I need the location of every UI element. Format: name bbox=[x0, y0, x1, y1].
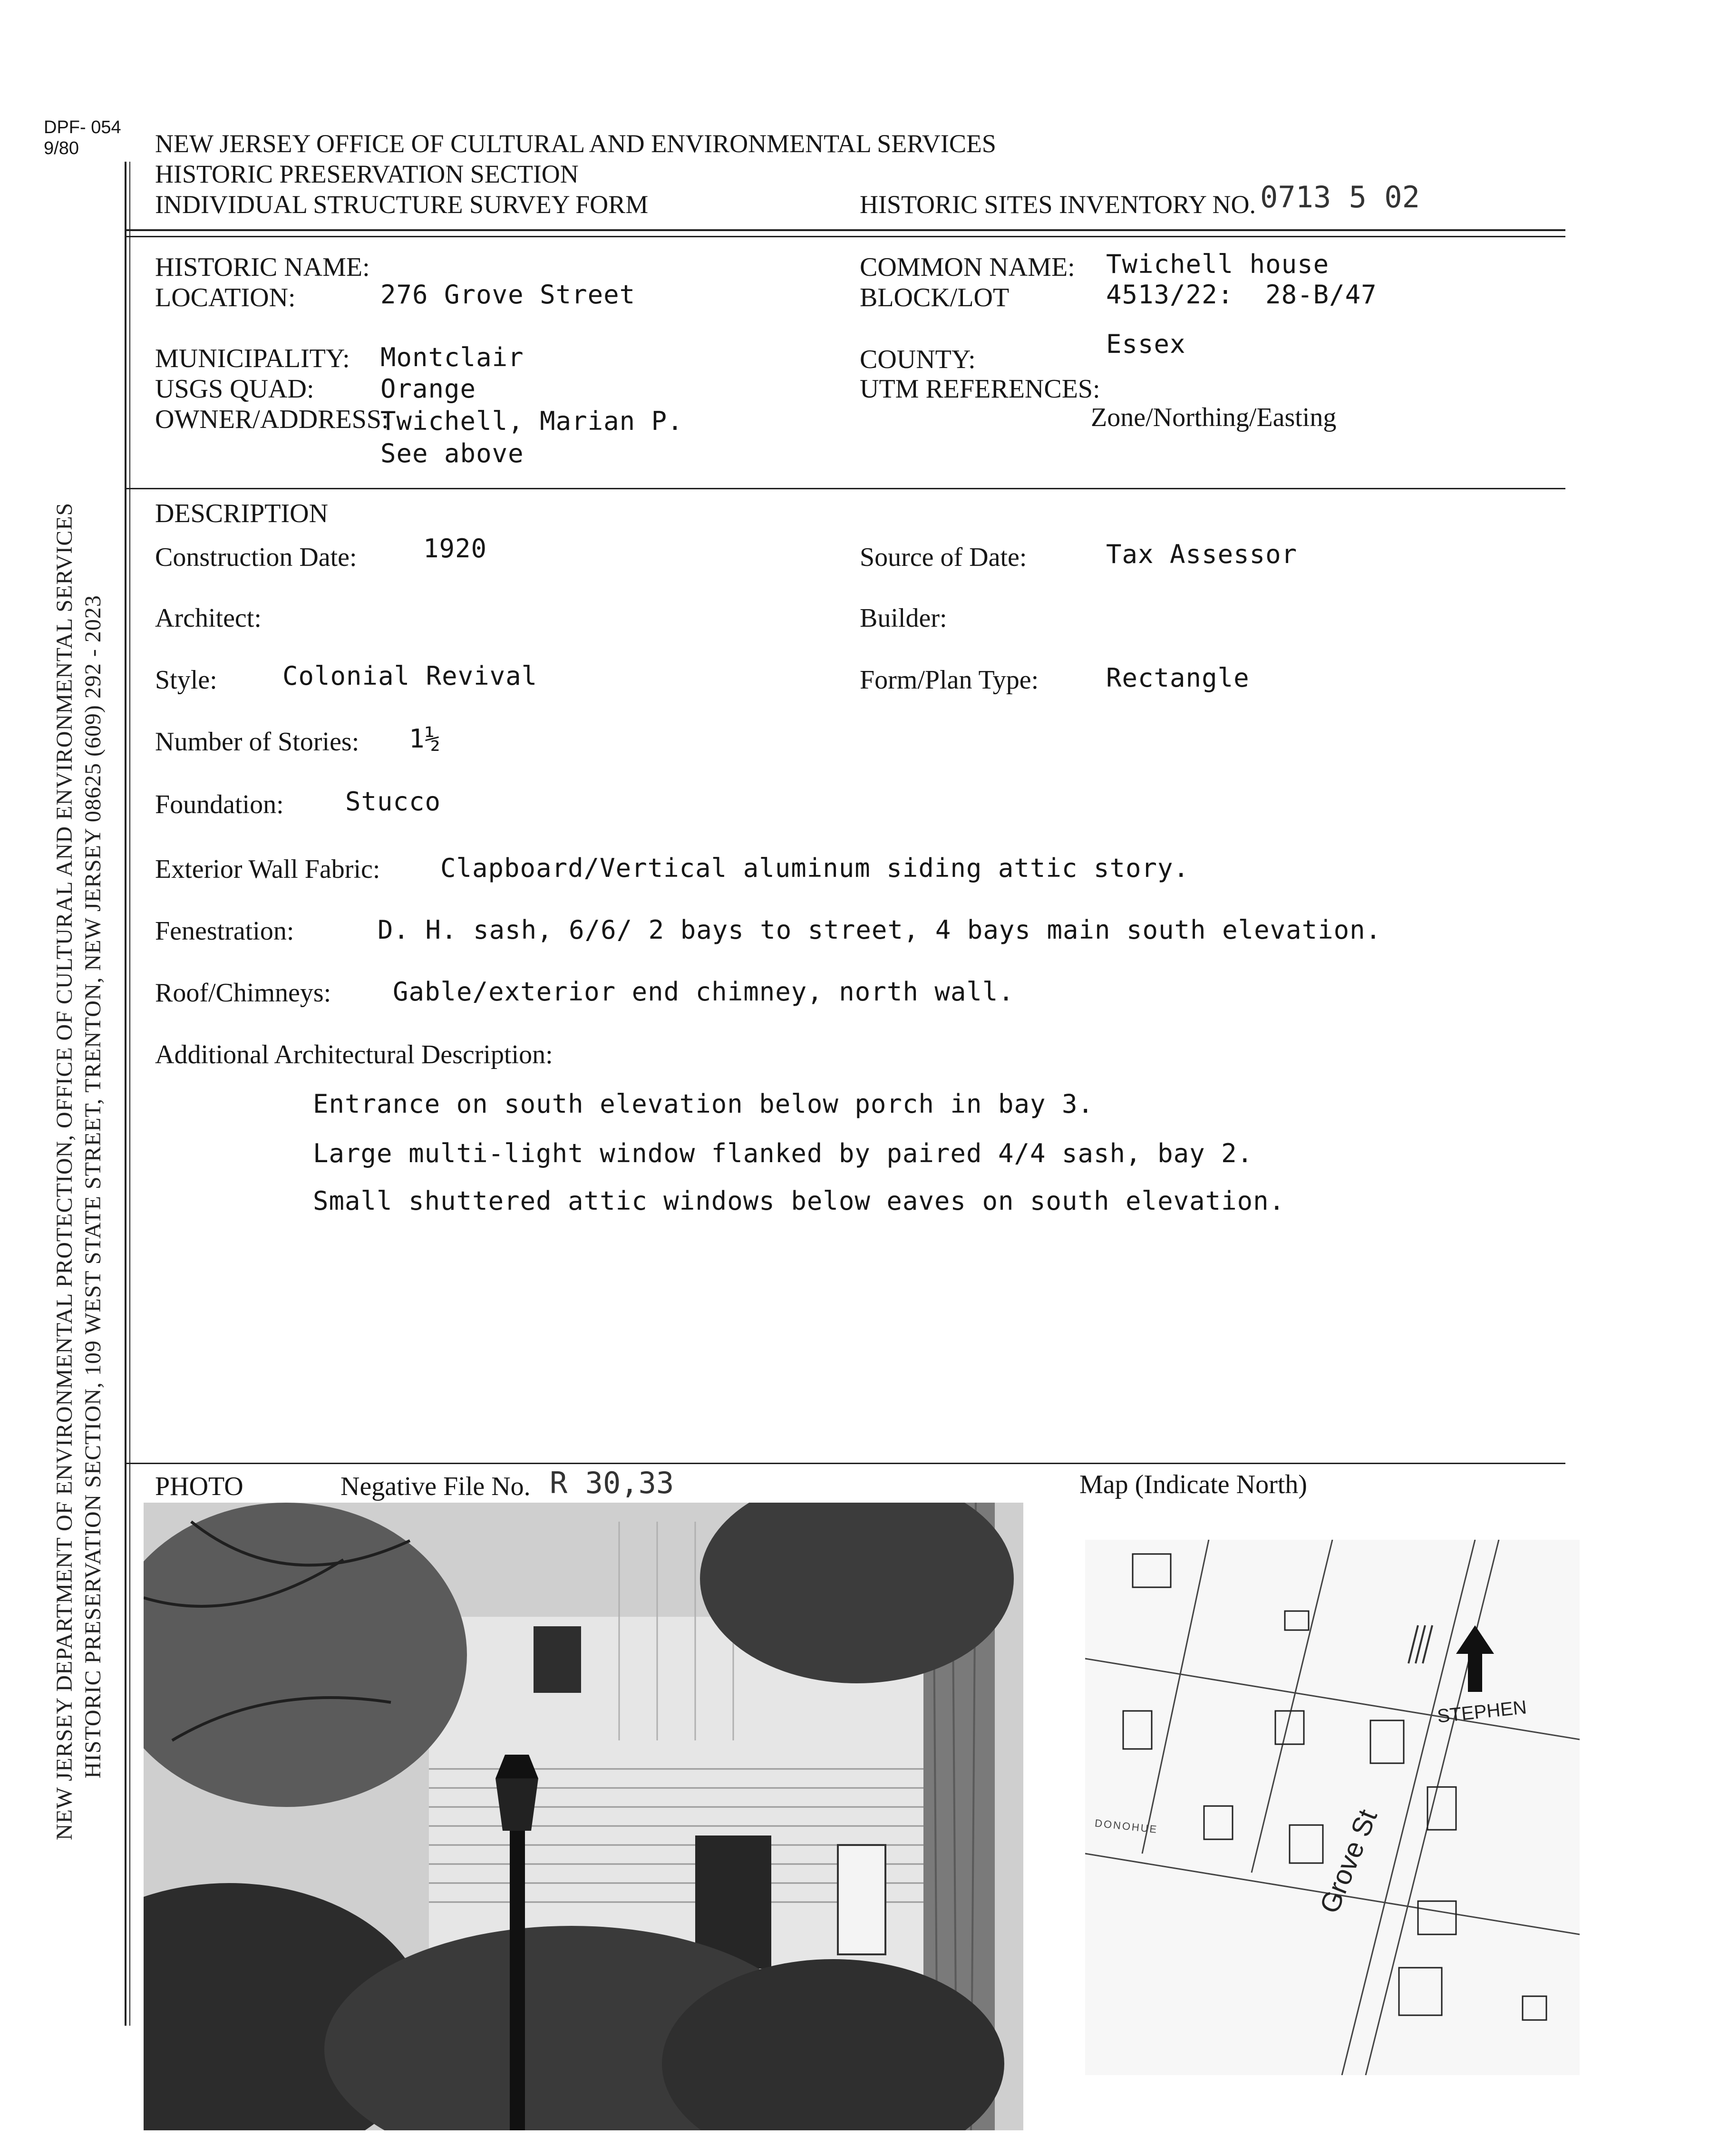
usgs-quad-label: USGS QUAD: bbox=[155, 374, 314, 404]
roof-chimneys-label: Roof/Chimneys: bbox=[155, 978, 331, 1008]
map-street-grove: Grove St bbox=[1313, 1805, 1383, 1918]
utm-subheading: Zone/Northing/Easting bbox=[1091, 403, 1337, 432]
fenestration-value: D. H. sash, 6/6/ 2 bays to street, 4 bays main south elevation. bbox=[378, 915, 1382, 945]
owner-address-value-2: See above bbox=[380, 438, 524, 468]
map-label: Map (Indicate North) bbox=[1079, 1470, 1307, 1499]
description-rule bbox=[125, 488, 1565, 489]
fenestration-label: Fenestration: bbox=[155, 916, 294, 946]
header-section: HISTORIC PRESERVATION SECTION bbox=[155, 160, 579, 188]
site-map bbox=[1085, 1540, 1580, 2075]
left-margin-rule bbox=[125, 162, 126, 2026]
exterior-wall-value: Clapboard/Vertical aluminum siding attic story. bbox=[440, 853, 1190, 883]
description-heading: DESCRIPTION bbox=[155, 499, 329, 528]
foundation-label: Foundation: bbox=[155, 790, 284, 819]
owner-address-label: OWNER/ADDRESS: bbox=[155, 405, 389, 434]
site-map-drawing bbox=[1085, 1540, 1580, 2075]
header-rule-bottom bbox=[125, 236, 1565, 237]
municipality-value: Montclair bbox=[380, 342, 524, 372]
form-plan-type-label: Form/Plan Type: bbox=[860, 665, 1039, 695]
side-text-department: NEW JERSEY DEPARTMENT OF ENVIRONMENTAL PROTECTION, OFFICE OF CULTURAL AND ENVIRONMENTAL SERVICES bbox=[52, 502, 77, 1840]
header-form-title: INDIVIDUAL STRUCTURE SURVEY FORM bbox=[155, 190, 649, 219]
common-name-value: Twichell house bbox=[1106, 249, 1330, 279]
header-office: NEW JERSEY OFFICE OF CULTURAL AND ENVIRONMENTAL SERVICES bbox=[155, 129, 996, 158]
house-photo bbox=[144, 1503, 1023, 2130]
location-value: 276 Grove Street bbox=[380, 280, 636, 310]
additional-line-3: Small shuttered attic windows below eaves on south elevation. bbox=[313, 1186, 1285, 1216]
builder-label: Builder: bbox=[860, 603, 947, 633]
block-lot-value: 4513/22: 28-B/47 bbox=[1106, 280, 1377, 310]
style-value: Colonial Revival bbox=[282, 661, 538, 691]
construction-date-value: 1920 bbox=[423, 534, 487, 563]
utm-references-label: UTM REFERENCES: bbox=[860, 374, 1100, 404]
county-value: Essex bbox=[1106, 329, 1186, 359]
construction-date-label: Construction Date: bbox=[155, 543, 357, 572]
owner-address-value: Twichell, Marian P. bbox=[380, 406, 683, 436]
photo-label: PHOTO bbox=[155, 1472, 243, 1501]
roof-chimneys-value: Gable/exterior end chimney, north wall. bbox=[393, 977, 1014, 1007]
photo-rule bbox=[125, 1463, 1565, 1464]
inventory-label: HISTORIC SITES INVENTORY NO. bbox=[860, 190, 1256, 219]
style-label: Style: bbox=[155, 665, 217, 695]
architect-label: Architect: bbox=[155, 603, 262, 633]
house-photo-image bbox=[144, 1503, 1023, 2130]
inventory-value: 0713 5 02 bbox=[1260, 180, 1420, 214]
additional-description-label: Additional Architectural Description: bbox=[155, 1040, 553, 1069]
usgs-quad-value: Orange bbox=[380, 374, 476, 404]
map-street-stephen: STEPHEN bbox=[1436, 1697, 1528, 1727]
location-label: LOCATION: bbox=[155, 283, 296, 312]
foundation-value: Stucco bbox=[345, 787, 441, 816]
negative-file-label: Negative File No. bbox=[340, 1472, 531, 1501]
additional-line-2: Large multi-light window flanked by paired 4/4 sash, bay 2. bbox=[313, 1138, 1253, 1168]
municipality-label: MUNICIPALITY: bbox=[155, 344, 350, 373]
county-label: COUNTY: bbox=[860, 345, 976, 374]
form-code: DPF- 054 9/80 bbox=[44, 117, 121, 158]
side-text-address: HISTORIC PRESERVATION SECTION, 109 WEST STATE STREET, TRENTON, NEW JERSEY 08625 (609) 292 - 2023 bbox=[80, 595, 106, 1778]
additional-line-1: Entrance on south elevation below porch in bay 3. bbox=[313, 1089, 1094, 1119]
form-plan-type-value: Rectangle bbox=[1106, 663, 1250, 693]
map-street-donohue: DONOHUE bbox=[1094, 1817, 1159, 1836]
historic-name-label: HISTORIC NAME: bbox=[155, 253, 370, 282]
source-of-date-value: Tax Assessor bbox=[1106, 539, 1298, 569]
stories-value: 1½ bbox=[409, 724, 441, 754]
header-rule-top bbox=[125, 229, 1565, 231]
exterior-wall-label: Exterior Wall Fabric: bbox=[155, 855, 380, 884]
source-of-date-label: Source of Date: bbox=[860, 543, 1027, 572]
stories-label: Number of Stories: bbox=[155, 727, 359, 757]
common-name-label: COMMON NAME: bbox=[860, 253, 1075, 282]
negative-file-value: R 30,33 bbox=[550, 1466, 674, 1500]
left-margin-rule-inner bbox=[129, 162, 130, 2026]
block-lot-label: BLOCK/LOT bbox=[860, 283, 1010, 312]
